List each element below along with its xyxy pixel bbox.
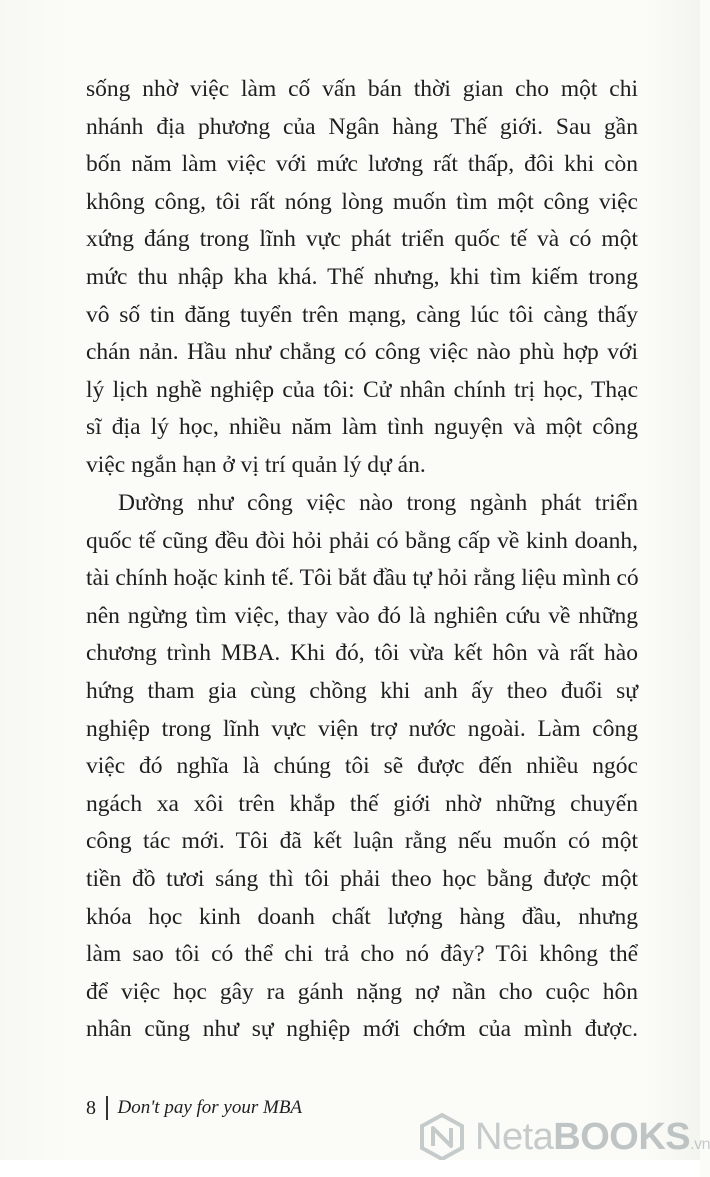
text-line: nhân cũng như sự nghiệp mới chớm của mình được. xyxy=(86,1016,638,1043)
text-line: mức thu nhập kha khá. Thế nhưng, khi tìm kiếm trong xyxy=(86,263,638,290)
page-bottom-edge xyxy=(0,1160,700,1177)
watermark-name-bold: BOOKS xyxy=(553,1115,691,1158)
text-line: chương trình MBA. Khi đó, tôi vừa kết hôn và rất hào xyxy=(86,640,638,667)
text-line: ngách xa xôi trên khắp thế giới nhờ những chuyến xyxy=(86,790,638,817)
netabooks-watermark xyxy=(417,1112,710,1162)
page-number: 8 xyxy=(86,1097,96,1119)
text-line: chán nản. Hầu như chẳng có công việc nào phù hợp với xyxy=(86,339,638,366)
running-title: Don't pay for your MBA xyxy=(117,1097,303,1118)
text-line: sĩ địa lý học, nhiều năm làm tình nguyện và một công xyxy=(86,414,638,441)
text-line: nghiệp trong lĩnh vực viện trợ nước ngoài. Làm công xyxy=(86,715,638,742)
text-line: lý lịch nghề nghiệp của tôi: Cử nhân chính trị học, Thạc xyxy=(86,376,638,403)
text-line: xứng đáng trong lĩnh vực phát triển quốc tế và có một xyxy=(86,226,638,253)
text-line: việc ngắn hạn ở vị trí quản lý dự án. xyxy=(86,451,426,478)
text-line: không công, tôi rất nóng lòng muốn tìm một công việc xyxy=(86,188,638,215)
text-line: nên ngừng tìm việc, thay vào đó là nghiên cứu về những xyxy=(86,602,638,629)
text-line: sống nhờ việc làm cố vấn bán thời gian cho một chi xyxy=(86,76,638,102)
footer-divider xyxy=(106,1096,108,1120)
watermark-text xyxy=(475,1116,710,1159)
paragraph-2 xyxy=(86,485,638,1049)
text-line: công tác mới. Tôi đã kết luận rằng nếu muốn có một xyxy=(86,828,638,855)
text-line: làm sao tôi có thể chi trả cho nó đây? Tôi không thể xyxy=(86,941,638,968)
watermark-suffix: .vn xyxy=(690,1135,710,1153)
paragraph-1 xyxy=(86,71,638,485)
text-line: quốc tế cũng đều đòi hỏi phải có bằng cấp về kinh doanh, xyxy=(86,527,638,554)
text-line: việc đó nghĩa là chúng tôi sẽ được đến nhiều ngóc xyxy=(86,753,638,780)
text-line: tiền đồ tươi sáng thì tôi phải theo học bằng được một xyxy=(86,865,638,892)
text-line: khóa học kinh doanh chất lượng hàng đầu, nhưng xyxy=(86,903,638,930)
watermark-name-light: Neta xyxy=(475,1115,554,1158)
text-line: bốn năm làm việc với mức lương rất thấp, đôi khi còn xyxy=(86,151,638,178)
text-line: để việc học gây ra gánh nặng nợ nần cho cuộc hôn xyxy=(86,978,638,1005)
text-line: hứng tham gia cùng chồng khi anh ấy theo đuổi sự xyxy=(86,677,638,704)
text-line: vô số tin đăng tuyển trên mạng, càng lúc tôi càng thấy xyxy=(86,301,638,328)
text-line: Dường như công việc nào trong ngành phát triển xyxy=(118,490,638,516)
page-footer xyxy=(86,1096,302,1120)
neta-n-hexagon-icon xyxy=(417,1112,467,1162)
text-line: nhánh địa phương của Ngân hàng Thế giới. Sau gần xyxy=(86,113,638,140)
text-line: tài chính hoặc kinh tế. Tôi bắt đầu tự hỏi rằng liệu mình có xyxy=(86,565,639,592)
